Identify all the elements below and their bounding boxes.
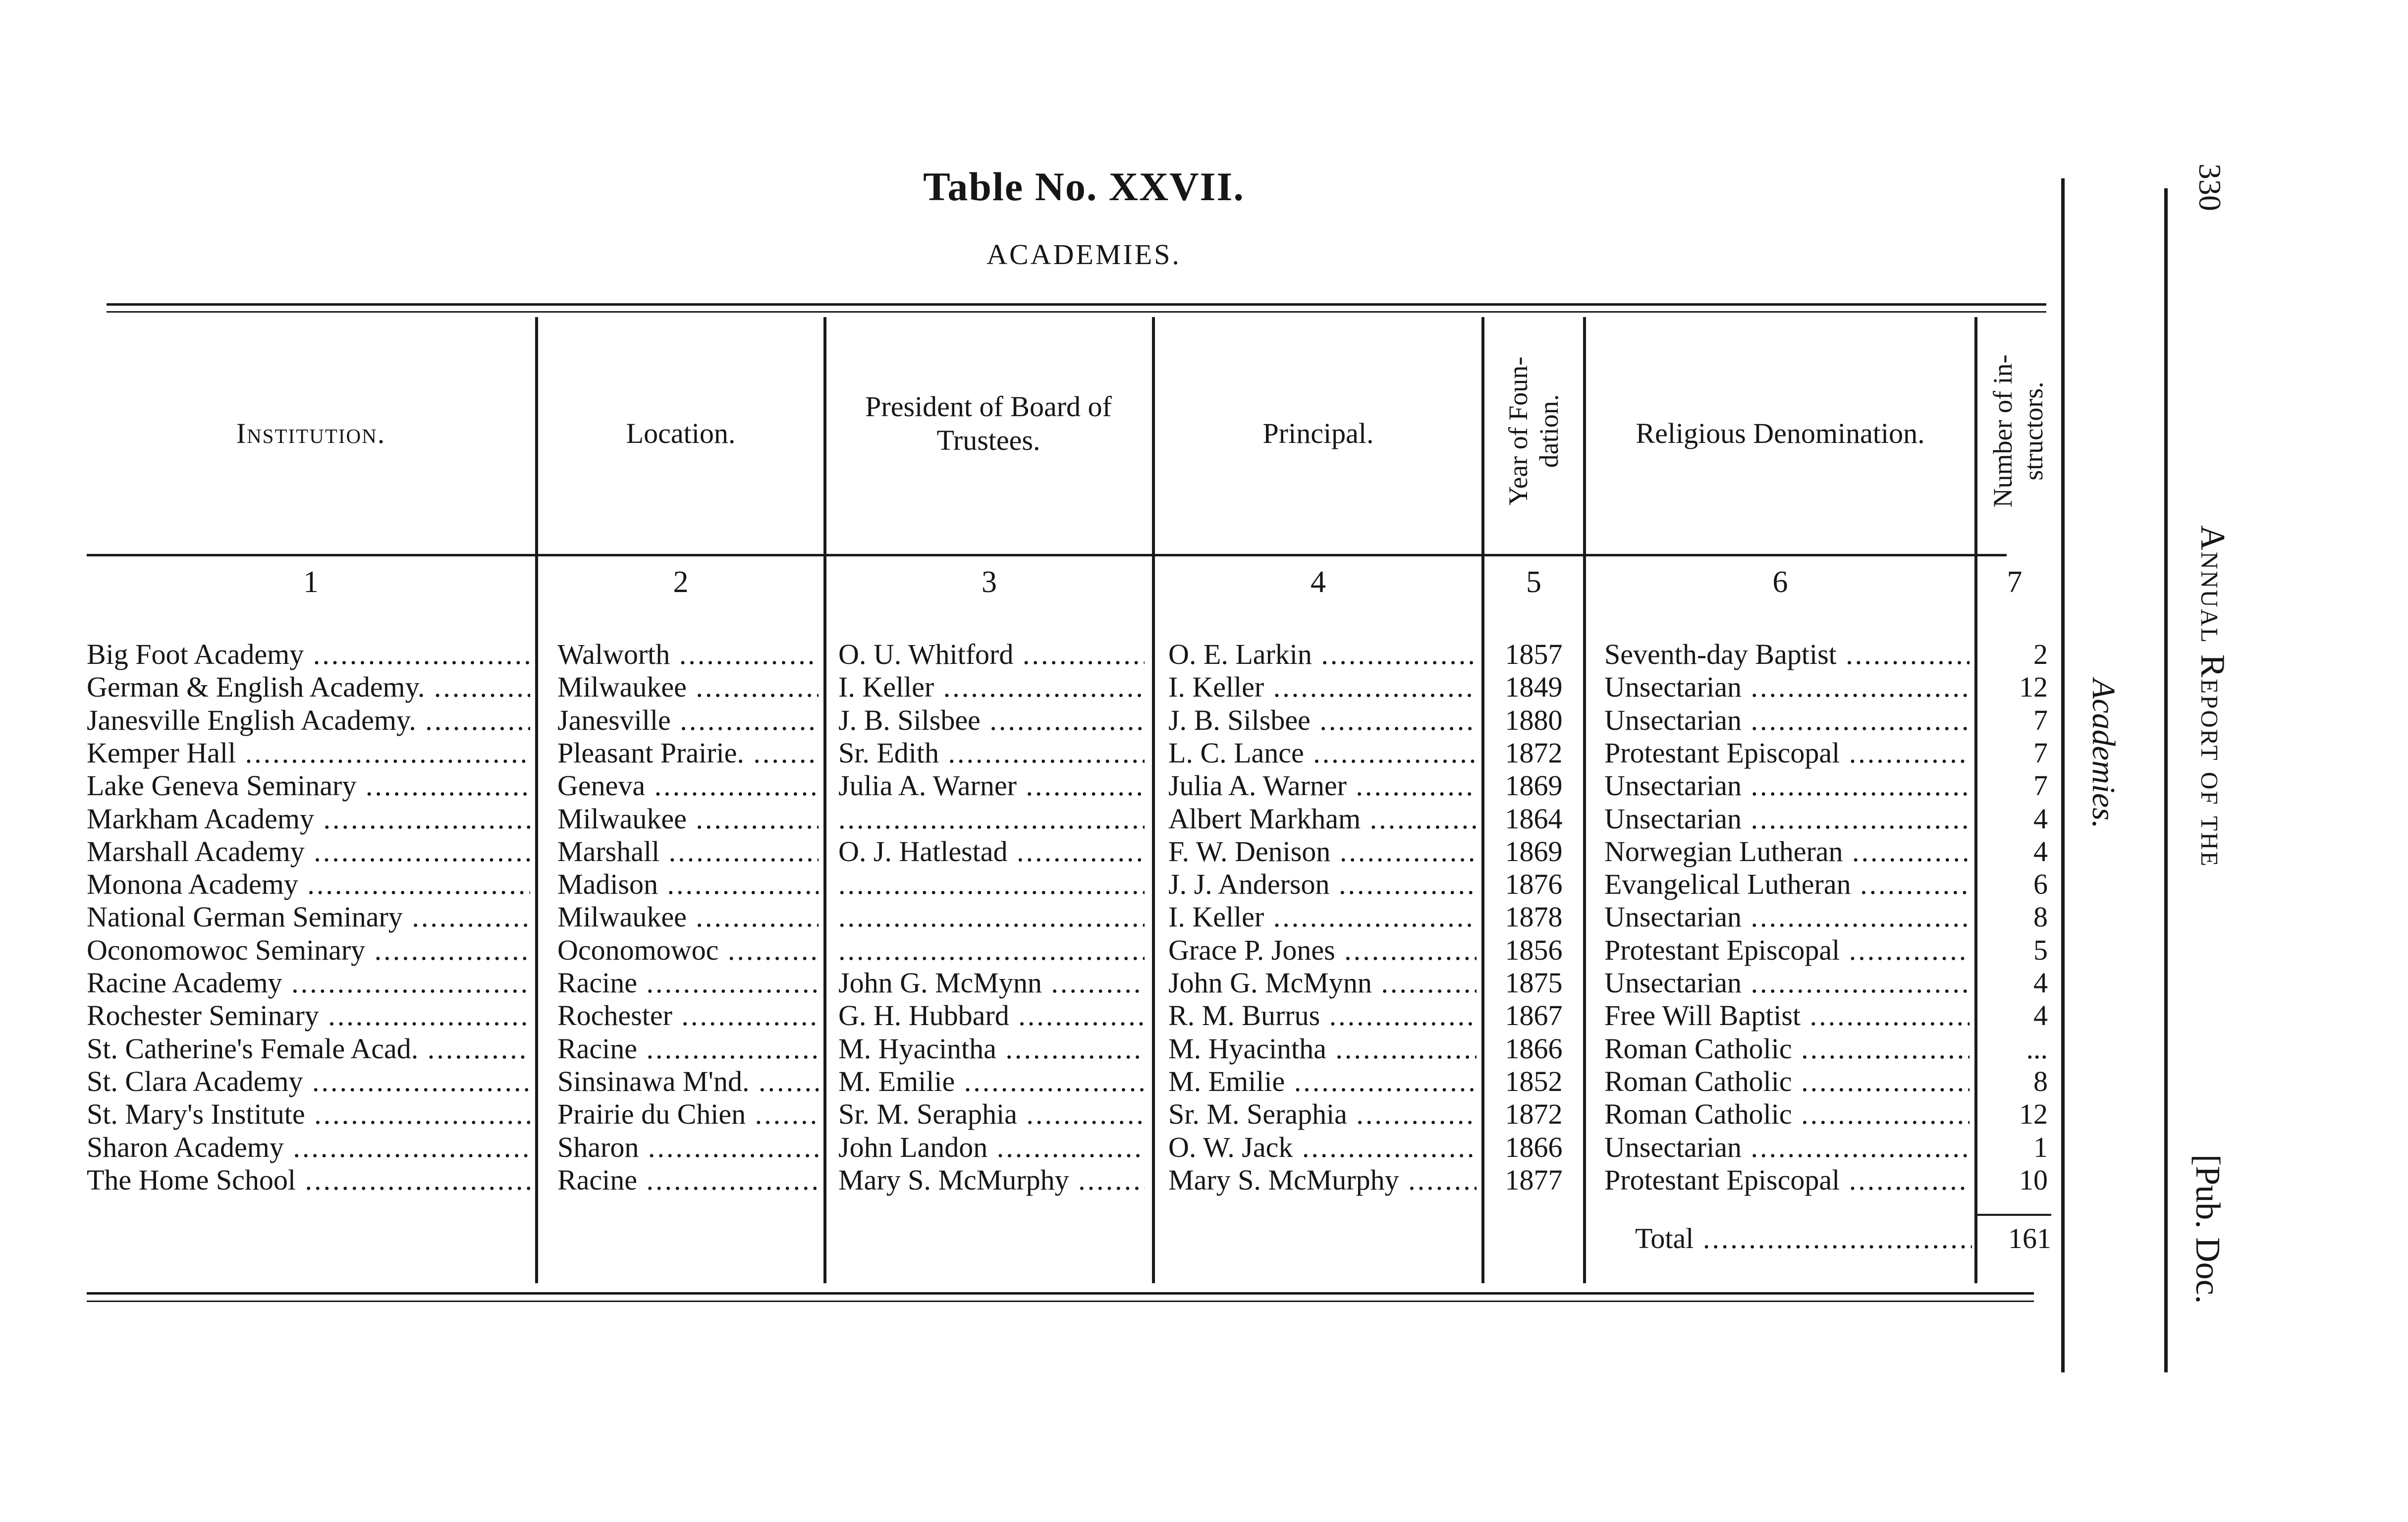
- cell-location: Racine .....: [557, 1033, 819, 1065]
- cell-location: Sharon .....: [557, 1131, 819, 1164]
- cell-president: G. H. Hubbard .....: [838, 999, 1145, 1032]
- cell-instructors: 8: [2033, 901, 2048, 933]
- cell-denomination: Unsectarian .....: [1604, 803, 1970, 835]
- cell-instructors: 10: [2019, 1163, 2048, 1196]
- page-frame-rule: [2061, 178, 2065, 1372]
- margin-rule: [2164, 188, 2168, 1372]
- colnum-4: 4: [1311, 565, 1326, 599]
- header-principal: Principal.: [1262, 417, 1374, 449]
- cell-location: Milwaukee .....: [557, 671, 819, 704]
- colnum-3: 3: [982, 565, 997, 599]
- colnum-1: 1: [303, 565, 319, 599]
- cell-institution: Big Foot Academy .....: [87, 638, 530, 671]
- cell-principal: R. M. Burrus .....: [1168, 999, 1477, 1032]
- cell-president: I. Keller .....: [838, 671, 1145, 704]
- section-title: Academies.: [2085, 679, 2122, 829]
- cell-president: [838, 934, 1145, 967]
- cell-principal: John G. McMynn .....: [1168, 967, 1477, 999]
- cell-instructors: 4: [2033, 967, 2048, 999]
- cell-location: Milwaukee .....: [557, 803, 819, 835]
- cell-principal: Albert Markham .....: [1168, 803, 1477, 835]
- cell-denomination: Unsectarian .....: [1604, 967, 1970, 999]
- cell-principal: M. Emilie .....: [1168, 1065, 1477, 1098]
- cell-location: Milwaukee .....: [557, 901, 819, 933]
- cell-instructors: 12: [2019, 1098, 2048, 1131]
- cell-president: John Landon .....: [838, 1131, 1145, 1164]
- cell-year: 1857: [1505, 638, 1563, 670]
- header-institution: Institution.: [236, 417, 386, 449]
- table-subtitle: ACADEMIES.: [986, 238, 1181, 271]
- cell-president: Sr. M. Seraphia .....: [838, 1098, 1145, 1131]
- header-instructors: Number of in-structors.: [1988, 354, 2048, 508]
- colnum-2: 2: [673, 565, 689, 599]
- cell-principal: L. C. Lance .....: [1168, 737, 1477, 769]
- total-label: Total .....: [1635, 1221, 1972, 1256]
- cell-instructors: 1: [2033, 1131, 2048, 1163]
- top-rule-thin: [107, 311, 2046, 313]
- cell-year: 1867: [1505, 999, 1563, 1032]
- cell-year: 1875: [1505, 967, 1563, 999]
- cell-instructors: 6: [2033, 868, 2048, 901]
- cell-year: 1877: [1505, 1163, 1563, 1196]
- cell-president: Julia A. Warner .....: [838, 769, 1145, 802]
- header-denomination: Religious Denomination.: [1636, 417, 1925, 449]
- bottom-rule-thin: [87, 1301, 2034, 1302]
- cell-institution: St. Catherine's Female Acad. .....: [87, 1033, 530, 1065]
- cell-denomination: Seventh-day Baptist .....: [1604, 638, 1970, 671]
- cell-denomination: Free Will Baptist .....: [1604, 999, 1970, 1032]
- header-president: President of Board of Trustees.: [865, 390, 1112, 456]
- cell-institution: Oconomowoc Seminary .....: [87, 934, 530, 967]
- cell-institution: Sharon Academy .....: [87, 1131, 530, 1164]
- cell-president: O. J. Hatlestad .....: [838, 835, 1145, 868]
- cell-instructors: 12: [2019, 671, 2048, 704]
- cell-year: 1869: [1505, 769, 1563, 802]
- cell-institution: Racine Academy .....: [87, 967, 530, 999]
- bottom-rule: [87, 1292, 2034, 1295]
- cell-president: Mary S. McMurphy .....: [838, 1164, 1145, 1196]
- cell-denomination: Unsectarian .....: [1604, 704, 1970, 737]
- cell-principal: I. Keller .....: [1168, 671, 1477, 704]
- cell-denomination: Protestant Episcopal .....: [1604, 737, 1970, 769]
- cell-denomination: Roman Catholic .....: [1604, 1065, 1970, 1098]
- cell-institution: German & English Academy. .....: [87, 671, 530, 704]
- colnum-5: 5: [1526, 565, 1541, 599]
- cell-principal: O. W. Jack .....: [1168, 1131, 1477, 1164]
- cell-year: 1872: [1505, 736, 1563, 769]
- cell-instructors: ...: [2026, 1032, 2048, 1065]
- cell-instructors: 7: [2033, 704, 2048, 736]
- cell-institution: St. Mary's Institute .....: [87, 1098, 530, 1131]
- cell-year: 1864: [1505, 802, 1563, 835]
- cell-instructors: 7: [2033, 769, 2048, 802]
- cell-location: Racine .....: [557, 1164, 819, 1196]
- cell-location: Pleasant Prairie. .....: [557, 737, 819, 769]
- cell-year: 1856: [1505, 933, 1563, 966]
- cell-president: [838, 868, 1145, 901]
- header-bottom-rule: [87, 554, 2007, 556]
- cell-principal: J. B. Silsbee .....: [1168, 704, 1477, 737]
- cell-denomination: Unsectarian .....: [1604, 769, 1970, 802]
- cell-institution: Markham Academy .....: [87, 803, 530, 835]
- cell-instructors: 8: [2033, 1065, 2048, 1097]
- cell-principal: J. J. Anderson .....: [1168, 868, 1477, 901]
- cell-institution: National German Seminary .....: [87, 901, 530, 933]
- cell-principal: I. Keller .....: [1168, 901, 1477, 933]
- cell-principal: Mary S. McMurphy .....: [1168, 1164, 1477, 1196]
- cell-institution: St. Clara Academy .....: [87, 1065, 530, 1098]
- cell-institution: Kemper Hall .....: [87, 737, 530, 769]
- cell-instructors: 7: [2033, 736, 2048, 769]
- cell-president: John G. McMynn .....: [838, 967, 1145, 999]
- cell-year: 1876: [1505, 868, 1563, 901]
- cell-institution: The Home School .....: [87, 1164, 530, 1196]
- cell-location: Madison .....: [557, 868, 819, 901]
- cell-location: Marshall .....: [557, 835, 819, 868]
- cell-institution: Janesville English Academy. .....: [87, 704, 530, 737]
- cell-denomination: Evangelical Lutheran .....: [1604, 868, 1970, 901]
- cell-denomination: Roman Catholic .....: [1604, 1098, 1970, 1131]
- table-title: Table No. XXVII.: [923, 164, 1245, 209]
- cell-president: [838, 803, 1145, 835]
- cell-principal: O. E. Larkin .....: [1168, 638, 1477, 671]
- cell-year: 1872: [1505, 1098, 1563, 1131]
- cell-principal: F. W. Denison .....: [1168, 835, 1477, 868]
- cell-president: Sr. Edith .....: [838, 737, 1145, 769]
- cell-president: [838, 901, 1145, 933]
- cell-instructors: 4: [2033, 999, 2048, 1032]
- colnum-7: 7: [2007, 565, 2023, 599]
- cell-location: Prairie du Chien .....: [557, 1098, 819, 1131]
- cell-year: 1869: [1505, 835, 1563, 868]
- cell-year: 1849: [1505, 671, 1563, 704]
- cell-location: Janesville .....: [557, 704, 819, 737]
- cell-year: 1866: [1505, 1032, 1563, 1065]
- cell-institution: Rochester Seminary .....: [87, 999, 530, 1032]
- document-label: [Pub. Doc.: [2189, 1154, 2227, 1304]
- cell-location: Walworth .....: [557, 638, 819, 671]
- cell-year: 1878: [1505, 901, 1563, 933]
- cell-president: J. B. Silsbee .....: [838, 704, 1145, 737]
- cell-instructors: 2: [2033, 638, 2048, 670]
- cell-president: M. Emilie .....: [838, 1065, 1145, 1098]
- cell-institution: Lake Geneva Seminary .....: [87, 769, 530, 802]
- total-value: 161: [2008, 1222, 2051, 1254]
- cell-principal: Sr. M. Seraphia .....: [1168, 1098, 1477, 1131]
- cell-year: 1866: [1505, 1131, 1563, 1163]
- cell-location: Racine .....: [557, 967, 819, 999]
- colnum-6: 6: [1772, 565, 1788, 599]
- cell-instructors: 4: [2033, 802, 2048, 835]
- cell-principal: Julia A. Warner .....: [1168, 769, 1477, 802]
- cell-principal: Grace P. Jones .....: [1168, 934, 1477, 967]
- cell-denomination: Norwegian Lutheran .....: [1604, 835, 1970, 868]
- cell-president: M. Hyacintha .....: [838, 1033, 1145, 1065]
- total-rule: [1977, 1214, 2051, 1216]
- top-rule: [107, 303, 2046, 306]
- cell-instructors: 4: [2033, 835, 2048, 868]
- cell-location: Oconomowoc .....: [557, 934, 819, 967]
- cell-location: Geneva .....: [557, 769, 819, 802]
- page-number: 330: [2192, 163, 2228, 211]
- cell-denomination: Protestant Episcopal .....: [1604, 934, 1970, 967]
- cell-location: Sinsinawa M'nd. .....: [557, 1065, 819, 1098]
- cell-institution: Monona Academy .....: [87, 868, 530, 901]
- cell-denomination: Protestant Episcopal .....: [1604, 1164, 1970, 1196]
- cell-institution: Marshall Academy .....: [87, 835, 530, 868]
- running-header: Annual Report of the: [2193, 525, 2232, 868]
- cell-denomination: Roman Catholic .....: [1604, 1033, 1970, 1065]
- col-divider-2: [823, 317, 826, 1283]
- cell-instructors: 5: [2033, 933, 2048, 966]
- header-year: Year of Foun-dation.: [1503, 356, 1564, 506]
- cell-year: 1880: [1505, 704, 1563, 736]
- cell-denomination: Unsectarian .....: [1604, 671, 1970, 704]
- header-location: Location.: [626, 417, 736, 449]
- cell-year: 1852: [1505, 1065, 1563, 1097]
- cell-denomination: Unsectarian .....: [1604, 1131, 1970, 1164]
- cell-denomination: Unsectarian .....: [1604, 901, 1970, 933]
- cell-president: O. U. Whitford .....: [838, 638, 1145, 671]
- cell-location: Rochester .....: [557, 999, 819, 1032]
- cell-principal: M. Hyacintha .....: [1168, 1033, 1477, 1065]
